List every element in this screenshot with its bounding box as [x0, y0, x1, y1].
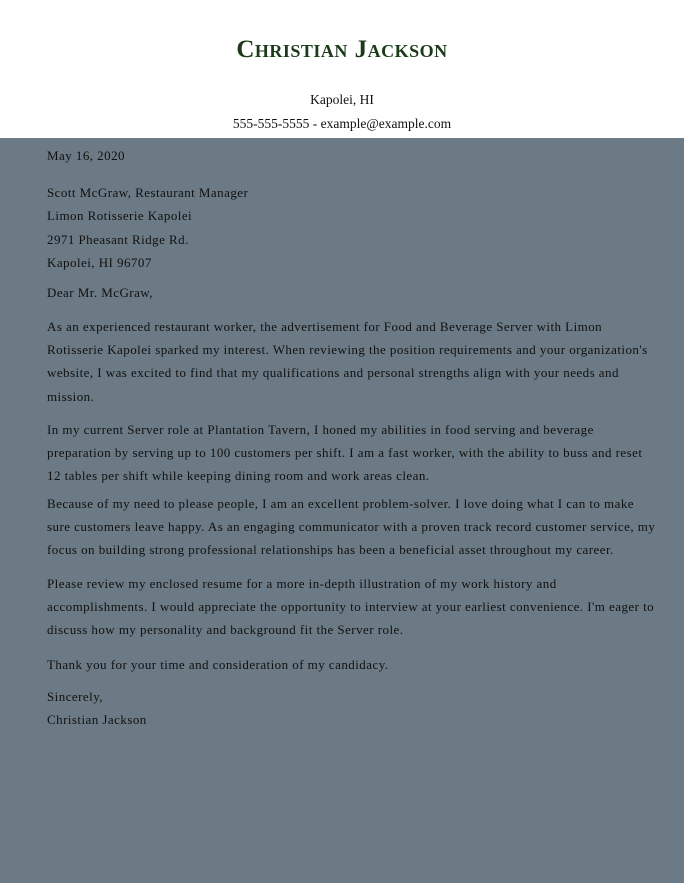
applicant-name: Christian Jackson — [236, 36, 448, 63]
closing-phrase: Sincerely, — [47, 689, 103, 704]
paragraph-line: Rotisserie Kapolei sparked my interest. When reviewing the position requirements and your organization's — [47, 342, 648, 358]
recipient-name-title: Scott McGraw, Restaurant Manager — [47, 185, 249, 200]
paragraph-line: sure customers leave happy. As an engaging communicator with a proven track record customer service, my — [47, 519, 656, 535]
recipient-city: Kapolei, HI 96707 — [47, 254, 152, 270]
paragraph-line: accomplishments. I would appreciate the opportunity to interview at your earliest convenience. I'm eager to — [47, 599, 655, 615]
applicant-location: Kapolei, HI — [310, 92, 374, 107]
salutation: Dear Mr. McGraw, — [47, 285, 153, 300]
paragraph-line: Thank you for your time and consideration of my candidacy. — [47, 657, 389, 672]
recipient-company: Limon Rotisserie Kapolei — [47, 208, 193, 224]
paragraph-5 — [47, 653, 647, 676]
paragraph-line: preparation by serving up to 100 customers per shift. I am a fast worker, with the ability to buss and reset — [47, 445, 643, 461]
recipient-street: 2971 Pheasant Ridge Rd. — [47, 231, 189, 247]
paragraph-line: Please review my enclosed resume for a more in-depth illustration of my work history and — [47, 576, 557, 591]
paragraph-4 — [47, 572, 655, 642]
paragraph-line: 12 tables per shift while keeping dining room and work areas clean. — [47, 468, 430, 484]
applicant-contact: 555-555-5555 - example@example.com — [232, 116, 452, 131]
signature-name: Christian Jackson — [47, 712, 147, 728]
closing-block — [47, 685, 147, 732]
paragraph-line: focus on building strong professional relationships has been a beneficial asset throughout my career. — [47, 542, 614, 558]
paragraph-line: discuss how my personality and background fit the Server role. — [47, 622, 404, 638]
paragraph-line: In my current Server role at Plantation Tavern, I honed my abilities in food serving and beverage — [47, 422, 594, 437]
paragraph-line: Because of my need to please people, I am an excellent problem-solver. I love doing what I can to make — [47, 496, 635, 511]
paragraph-line: website, I was excited to find that my qualifications and personal strengths align with your needs and — [47, 365, 619, 381]
letter-header — [0, 0, 684, 138]
paragraph-3 — [47, 492, 656, 562]
paragraph-2 — [47, 418, 647, 488]
letter-date: May 16, 2020 — [47, 148, 125, 163]
recipient-block — [47, 181, 248, 274]
paragraph-line: As an experienced restaurant worker, the advertisement for Food and Beverage Server with Limon — [47, 319, 603, 334]
paragraph-1 — [47, 315, 647, 408]
paragraph-line: mission. — [47, 388, 95, 404]
